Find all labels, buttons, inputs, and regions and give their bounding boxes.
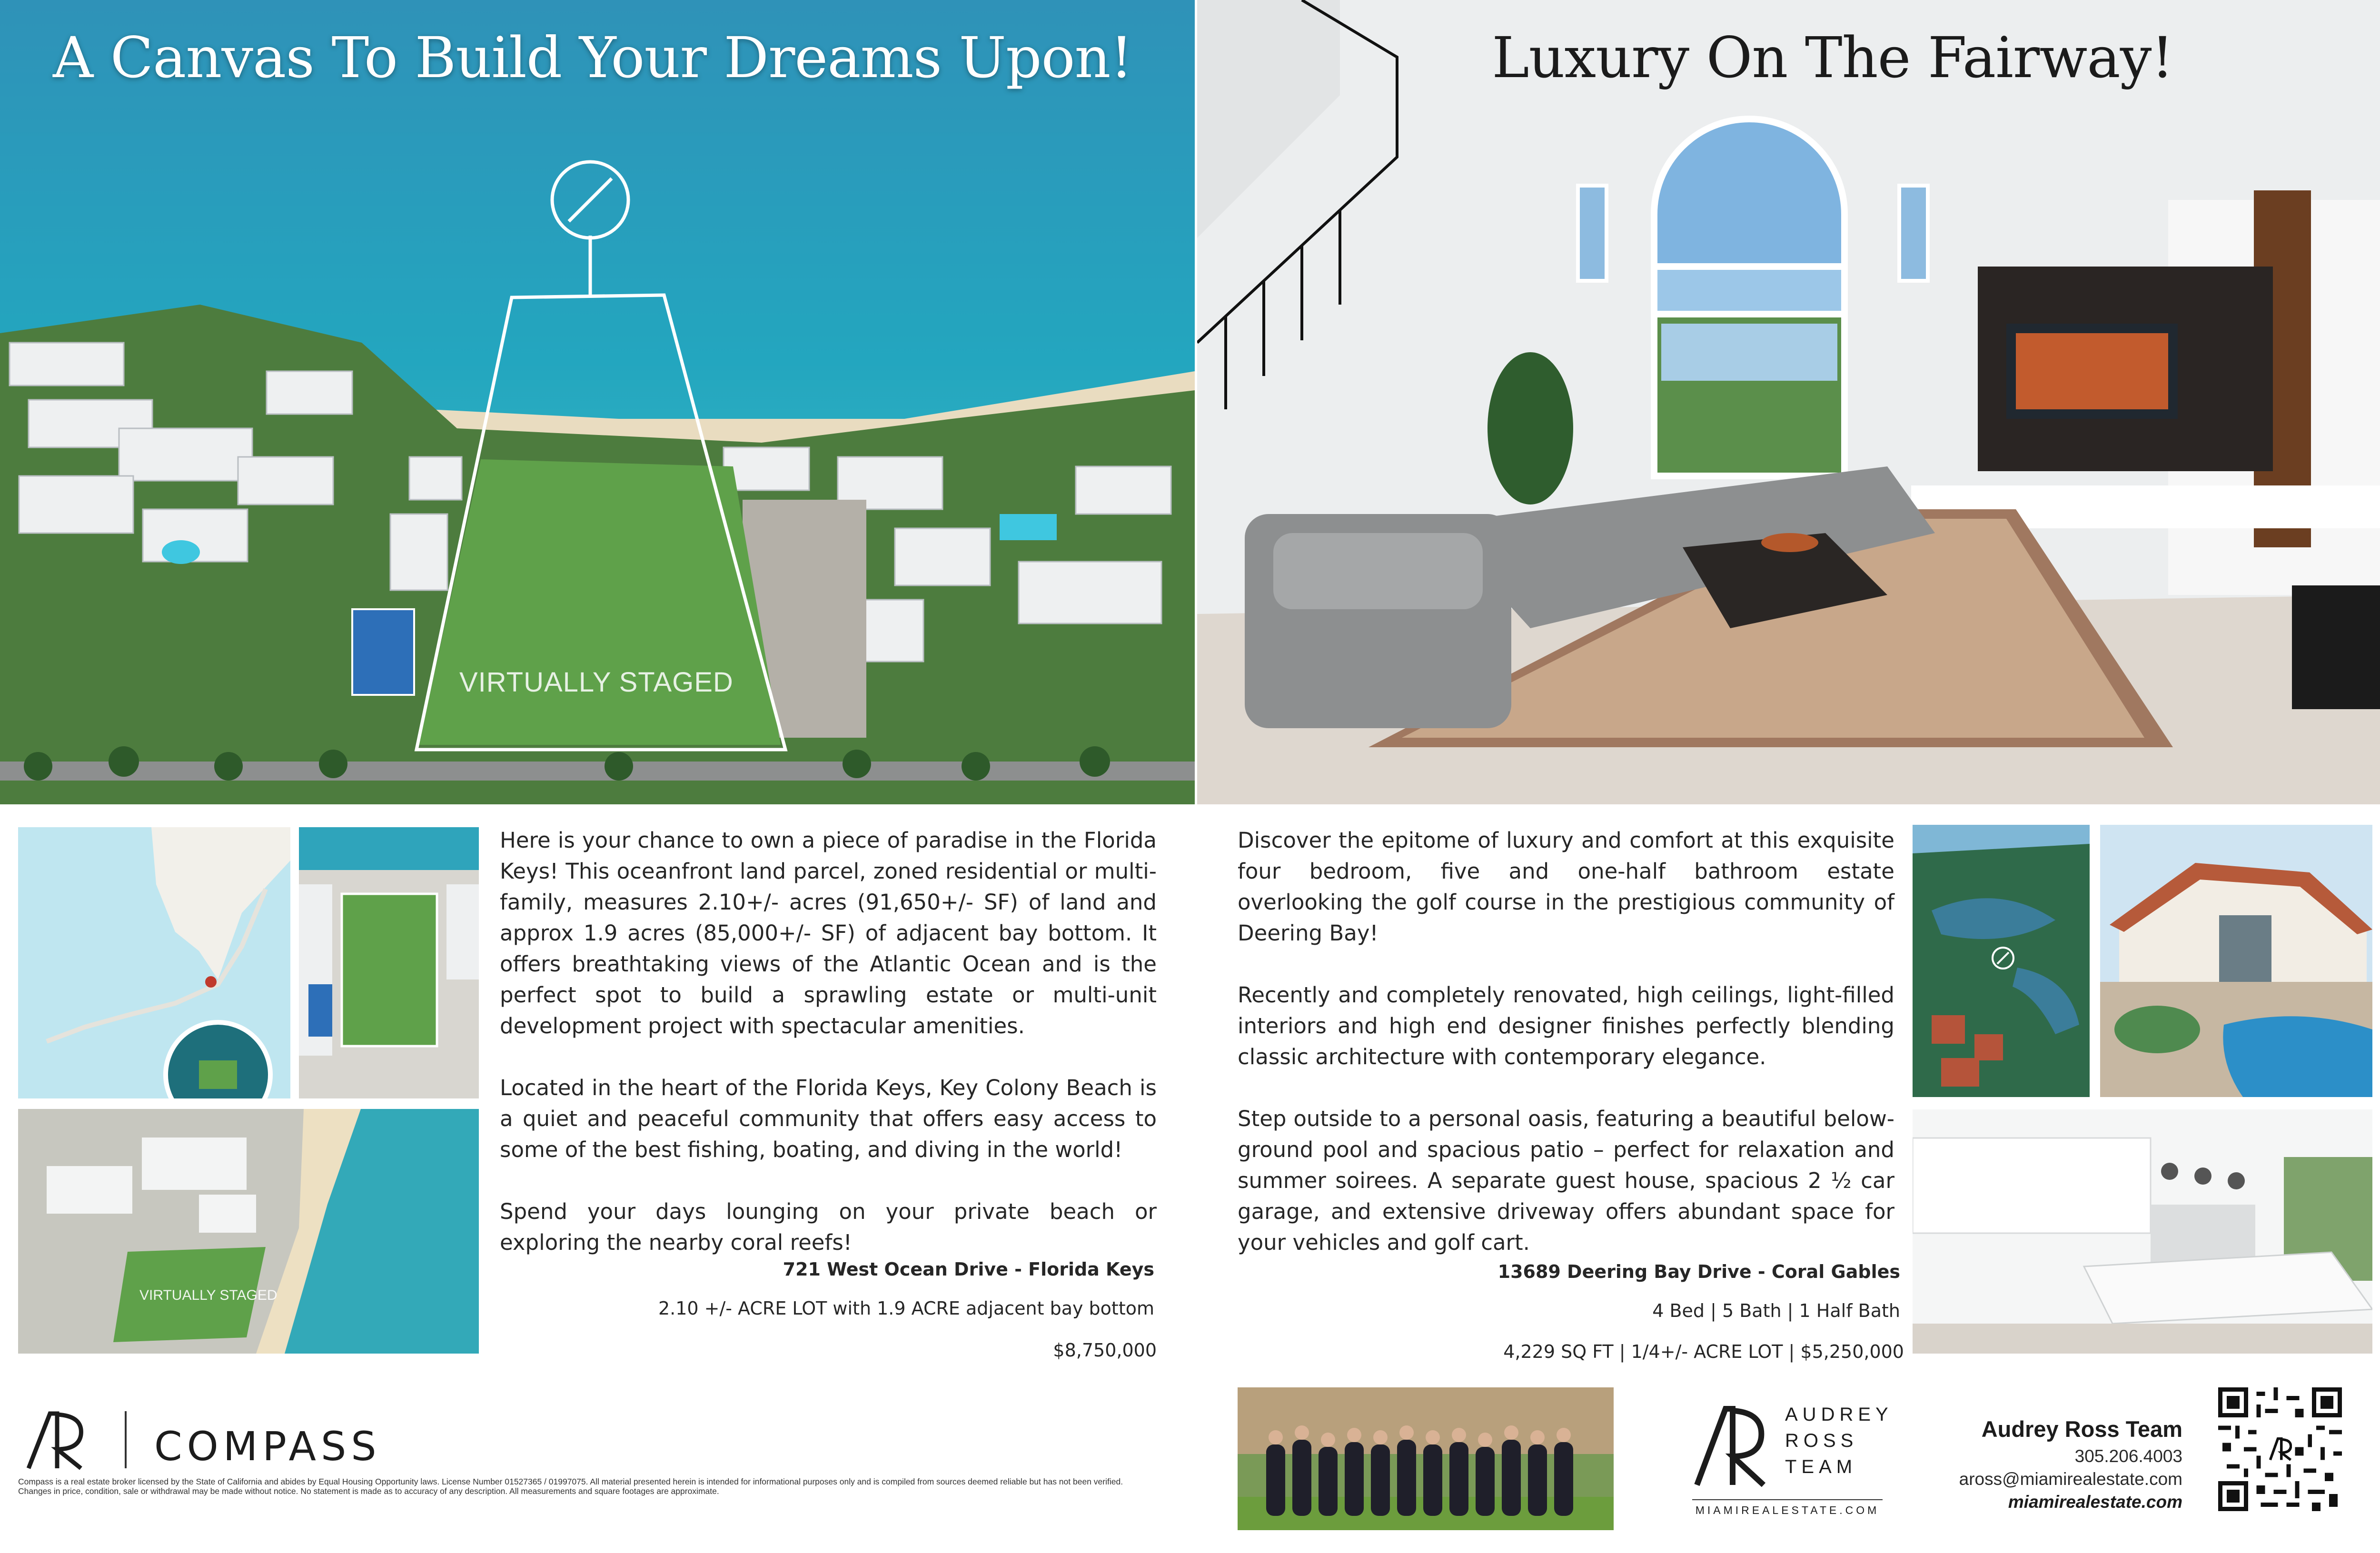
ar-monogram-icon [24,1409,90,1471]
beach-aerial-thumbnail [18,1109,479,1354]
left-listing-price: $8,750,000 [1053,1340,1157,1361]
right-description-paragraph: Step outside to a personal oasis, featuring a beautiful below-ground pool and spacious patio – perfect for relaxation and summer soirees. A separate guest house, spacious 2 ½ car garage, and extensive driveway offers abundant space for your vehicles and golf cart. [1238,1106,1894,1255]
left-listing-description [500,825,1157,1289]
hero-photo-aerial-lot [0,0,1195,804]
right-listing-address: 13689 Deering Bay Drive - Coral Gables [1497,1261,1900,1282]
right-description-paragraph: Recently and completely renovated, high ceilings, light-filled interiors and high end designer finishes perfectly blending classic architecture with contemporary elegance. [1238,982,1894,1069]
left-description-paragraph: Here is your chance to own a piece of paradise in the Florida Keys! This oceanfront land parcel, zoned residential or multi-family, measures 2.10+/- acres (91,650+/- SF) of land and approx 1.9 acres (85,000+/- SF) of adjacent bay bottom. It offers breathtaking views of the Atlantic Ocean and is the perfect spot to build a sprawling estate or multi-unit development project with spectacular amenities. [500,828,1157,1039]
legal-disclaimer: Compass is a real estate broker licensed by the State of California and abides by Equal Housing Opportunity laws. License Number 01527365 / 01997075. All material presented herein is intended for informational purposes only and is compiled from sources deemed reliable but has not been verified. Changes in price, condition, sale or withdrawal may be made without notice. No statement is made as to accuracy of any description. All measurements and square footages are approximate. [18,1477,1123,1496]
qr-code-icon[interactable] [2218,1387,2342,1511]
left-hero-title: A Canvas To Build Your Dreams Upon! [53,25,1132,90]
florida-keys-map-thumbnail [18,827,290,1098]
contact-phone[interactable]: 305.206.4003 [2074,1446,2182,1466]
bay-aerial-thumbnail [1913,825,2090,1097]
hero-photo-living-room [1197,0,2380,804]
team-logo-word: AUDREY [1785,1404,1893,1425]
team-logo-word: ROSS [1785,1430,1858,1451]
kitchen-thumbnail [1913,1109,2372,1354]
contact-email[interactable]: aross@miamirealestate.com [1959,1469,2182,1489]
lot-aerial-thumbnail [299,827,479,1098]
logo-divider [125,1411,127,1468]
left-listing-address: 721 West Ocean Drive - Florida Keys [783,1259,1154,1280]
team-group-photo [1238,1387,1614,1530]
compass-wordmark: COMPASS [154,1423,381,1470]
right-listing-details: 4,229 SQ FT | 1/4+/- ACRE LOT | $5,250,000 [1503,1341,1904,1362]
contact-block [1918,1414,2182,1513]
thumbnail-virtually-staged-label: VIRTUALLY STAGED [139,1287,278,1303]
left-description-paragraph: Spend your days lounging on your private beach or exploring the nearby coral reefs! [500,1199,1157,1255]
virtually-staged-label: VIRTUALLY STAGED [459,667,734,698]
right-hero-title: Luxury On The Fairway! [1492,25,2173,90]
team-logo-rule [1692,1499,1883,1500]
team-logo-website: MIAMIREALESTATE.COM [1695,1504,1880,1516]
left-description-paragraph: Located in the heart of the Florida Keys, Key Colony Beach is a quiet and peaceful community that offers easy access to some of the best fishing, boating, and diving in the world! [500,1075,1157,1162]
right-description-paragraph: Discover the epitome of luxury and comfort at this exquisite four bedroom, five and one-half bathroom estate overlooking the golf course in the prestigious community of Deering Bay! [1238,828,1894,946]
ar-monogram-icon [1692,1404,1768,1487]
audrey-ross-team-logo [1692,1404,1897,1518]
contact-website[interactable]: miamirealestate.com [2008,1492,2182,1512]
compass-brand-logo [24,1409,386,1471]
pool-house-thumbnail [2100,825,2372,1097]
left-listing-lot-info: 2.10 +/- ACRE LOT with 1.9 ACRE adjacent bay bottom [658,1298,1154,1319]
location-pin-icon [205,976,217,988]
right-listing-description [1238,825,1894,1289]
right-listing-beds-baths: 4 Bed | 5 Bath | 1 Half Bath [1652,1300,1900,1321]
contact-name: Audrey Ross Team [1981,1416,2182,1442]
team-logo-word: TEAM [1785,1456,1857,1477]
